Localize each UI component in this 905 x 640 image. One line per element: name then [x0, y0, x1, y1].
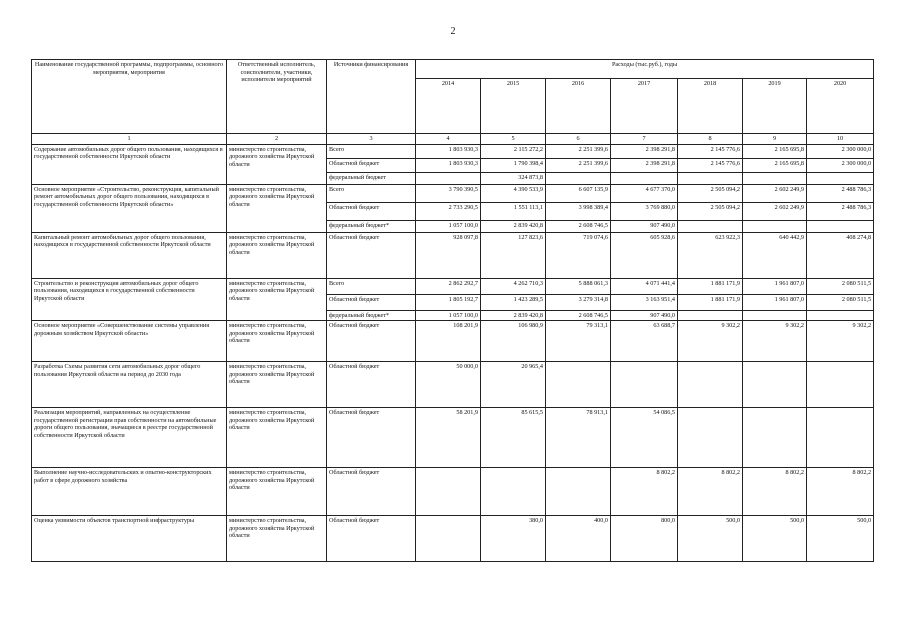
- executor-cell: министерство строительства, дорожного хозяйства Иркутской области: [227, 278, 327, 321]
- funding-source-cell: Областной бюджет: [327, 362, 416, 408]
- expense-value-cell: [416, 172, 481, 184]
- table-body: [32, 144, 874, 562]
- expense-value-cell: [678, 172, 743, 184]
- header-year: 2016: [546, 79, 611, 134]
- table-row: [32, 232, 874, 278]
- expense-value-cell: 324 873,8: [481, 172, 546, 184]
- expense-value-cell: 50 000,0: [416, 362, 481, 408]
- program-name-cell: Оценка уязвимости объектов транспортной инфраструктуры: [32, 516, 227, 562]
- funding-source-cell: Областной бюджет: [327, 408, 416, 468]
- expense-value-cell: 5 888 061,3: [546, 278, 611, 294]
- budget-table: [31, 59, 874, 562]
- executor-cell: министерство строительства, дорожного хозяйства Иркутской области: [227, 144, 327, 184]
- expense-value-cell: 2 608 746,5: [546, 220, 611, 232]
- expense-value-cell: 1 881 171,9: [678, 278, 743, 294]
- expense-value-cell: 4 677 370,0: [611, 184, 678, 202]
- table-row: [32, 278, 874, 294]
- expense-value-cell: 8 802,2: [743, 468, 807, 516]
- expense-value-cell: 400,0: [546, 516, 611, 562]
- column-number: 8: [678, 134, 743, 145]
- program-name-cell: Реализация мероприятий, направленных на осуществление государственной регистрации прав собственности на автомобильные дороги общего пользования, значащиеся в реестре государственной собственности Иркутской области: [32, 408, 227, 468]
- expense-value-cell: 500,0: [743, 516, 807, 562]
- funding-source-cell: федеральный бюджет: [327, 172, 416, 184]
- header-source: Источники финансирования: [327, 60, 416, 134]
- expense-value-cell: 1 803 930,3: [416, 158, 481, 172]
- column-number: 7: [611, 134, 678, 145]
- column-number-row: [32, 134, 874, 145]
- expense-value-cell: 2 145 776,6: [678, 144, 743, 158]
- expense-value-cell: 800,0: [611, 516, 678, 562]
- expense-value-cell: 58 201,9: [416, 408, 481, 468]
- executor-cell: министерство строительства, дорожного хозяйства Иркутской области: [227, 408, 327, 468]
- expense-value-cell: [743, 220, 807, 232]
- expense-value-cell: 3 998 389,4: [546, 202, 611, 220]
- expense-value-cell: [807, 408, 874, 468]
- page-number: 2: [450, 26, 456, 37]
- expense-value-cell: 2 251 399,6: [546, 144, 611, 158]
- program-name-cell: Выполнение научно-исследовательских и опытно-конструкторских работ в сфере дорожного хозяйства: [32, 468, 227, 516]
- expense-value-cell: 1 961 807,0: [743, 294, 807, 310]
- expense-value-cell: 907 490,0: [611, 220, 678, 232]
- expense-value-cell: 380,0: [481, 516, 546, 562]
- expense-value-cell: 623 922,3: [678, 232, 743, 278]
- expense-value-cell: 2 862 292,7: [416, 278, 481, 294]
- expense-value-cell: 2 145 776,6: [678, 158, 743, 172]
- expense-value-cell: 4 390 533,9: [481, 184, 546, 202]
- expense-value-cell: [743, 172, 807, 184]
- expense-value-cell: [743, 310, 807, 321]
- funding-source-cell: Всего: [327, 144, 416, 158]
- funding-source-cell: Областной бюджет: [327, 468, 416, 516]
- column-number: 6: [546, 134, 611, 145]
- header-year: 2014: [416, 79, 481, 134]
- expense-value-cell: 54 086,5: [611, 408, 678, 468]
- expense-value-cell: 907 490,0: [611, 310, 678, 321]
- column-number: 1: [32, 134, 227, 145]
- expense-value-cell: 2 505 094,2: [678, 202, 743, 220]
- expense-value-cell: 79 313,1: [546, 321, 611, 362]
- expense-value-cell: [416, 468, 481, 516]
- expense-value-cell: 1 057 100,0: [416, 310, 481, 321]
- expense-value-cell: [611, 362, 678, 408]
- expense-value-cell: 8 802,2: [807, 468, 874, 516]
- expense-value-cell: 2 080 511,5: [807, 294, 874, 310]
- expense-value-cell: 605 928,6: [611, 232, 678, 278]
- expense-value-cell: [743, 408, 807, 468]
- table-row: [32, 468, 874, 516]
- expense-value-cell: [546, 172, 611, 184]
- table-row: [32, 516, 874, 562]
- executor-cell: министерство строительства, дорожного хозяйства Иркутской области: [227, 516, 327, 562]
- expense-value-cell: 2 398 291,8: [611, 144, 678, 158]
- expense-value-cell: 2 300 000,0: [807, 144, 874, 158]
- program-name-cell: Капитальный ремонт автомобильных дорог общего пользования, находящихся в государственной собственности Иркутской области: [32, 232, 227, 278]
- expense-value-cell: [807, 310, 874, 321]
- expense-value-cell: 408 274,8: [807, 232, 874, 278]
- expense-value-cell: [416, 516, 481, 562]
- header-year: 2017: [611, 79, 678, 134]
- expense-value-cell: 2 488 786,3: [807, 184, 874, 202]
- table-row: [32, 144, 874, 158]
- column-number: 10: [807, 134, 874, 145]
- expense-value-cell: 1 551 113,1: [481, 202, 546, 220]
- expense-value-cell: 2 165 695,8: [743, 158, 807, 172]
- column-number: 5: [481, 134, 546, 145]
- funding-source-cell: федеральный бюджет*: [327, 310, 416, 321]
- expense-value-cell: 2 398 291,8: [611, 158, 678, 172]
- expense-value-cell: 1 961 807,0: [743, 278, 807, 294]
- expense-value-cell: 127 823,6: [481, 232, 546, 278]
- funding-source-cell: Областной бюджет: [327, 232, 416, 278]
- expense-value-cell: 2 602 249,9: [743, 202, 807, 220]
- column-number: 3: [327, 134, 416, 145]
- program-name-cell: Основное мероприятие «Строительство, реконструкция, капитальный ремонт автомобильных дорог общего пользования, находящихся в государственной собственности Иркутской области»: [32, 184, 227, 232]
- expense-value-cell: 2 300 000,0: [807, 158, 874, 172]
- program-name-cell: Основное мероприятие «Совершенствование системы управления дорожным хозяйством Иркутской области»: [32, 321, 227, 362]
- table-row: [32, 362, 874, 408]
- expense-value-cell: 108 201,9: [416, 321, 481, 362]
- expense-value-cell: [546, 468, 611, 516]
- expense-value-cell: 1 805 192,7: [416, 294, 481, 310]
- funding-source-cell: Областной бюджет: [327, 294, 416, 310]
- executor-cell: министерство строительства, дорожного хозяйства Иркутской области: [227, 362, 327, 408]
- program-name-cell: Строительство и реконструкция автомобильных дорог общего пользования, находящихся в государственной собственности Иркутской области: [32, 278, 227, 321]
- table-row: [32, 184, 874, 202]
- expense-value-cell: 2 165 695,8: [743, 144, 807, 158]
- expense-value-cell: 1 803 930,3: [416, 144, 481, 158]
- expense-value-cell: 719 074,6: [546, 232, 611, 278]
- expense-value-cell: 2 839 420,8: [481, 220, 546, 232]
- expense-value-cell: 2 839 420,8: [481, 310, 546, 321]
- expense-value-cell: [807, 362, 874, 408]
- expense-value-cell: 3 790 390,5: [416, 184, 481, 202]
- header-program: Наименование государственной программы, подпрограммы, основного мероприятия, мероприятия: [32, 60, 227, 134]
- expense-value-cell: 78 913,1: [546, 408, 611, 468]
- expense-value-cell: 1 881 171,9: [678, 294, 743, 310]
- expense-value-cell: 2 602 249,9: [743, 184, 807, 202]
- column-number: 4: [416, 134, 481, 145]
- expense-value-cell: [546, 362, 611, 408]
- funding-source-cell: Областной бюджет: [327, 516, 416, 562]
- executor-cell: министерство строительства, дорожного хозяйства Иркутской области: [227, 468, 327, 516]
- executor-cell: министерство строительства, дорожного хозяйства Иркутской области: [227, 184, 327, 232]
- executor-cell: министерство строительства, дорожного хозяйства Иркутской области: [227, 321, 327, 362]
- executor-cell: министерство строительства, дорожного хозяйства Иркутской области: [227, 232, 327, 278]
- column-number: 9: [743, 134, 807, 145]
- expense-value-cell: 2 115 272,2: [481, 144, 546, 158]
- funding-source-cell: федеральный бюджет*: [327, 220, 416, 232]
- expense-value-cell: 500,0: [807, 516, 874, 562]
- expense-value-cell: 500,0: [678, 516, 743, 562]
- expense-value-cell: [611, 172, 678, 184]
- expense-value-cell: 1 057 100,0: [416, 220, 481, 232]
- expense-value-cell: 4 262 710,3: [481, 278, 546, 294]
- expense-value-cell: 2 488 786,3: [807, 202, 874, 220]
- expense-value-cell: 9 302,2: [743, 321, 807, 362]
- expense-value-cell: [678, 362, 743, 408]
- expense-value-cell: 2 251 399,6: [546, 158, 611, 172]
- funding-source-cell: Всего: [327, 278, 416, 294]
- header-executor: Ответственный исполнитель, соисполнители, участники, исполнители мероприятий: [227, 60, 327, 134]
- expense-value-cell: 1 790 398,4: [481, 158, 546, 172]
- header-year: 2015: [481, 79, 546, 134]
- expense-value-cell: 4 071 441,4: [611, 278, 678, 294]
- table-row: [32, 408, 874, 468]
- expense-value-cell: 9 302,2: [678, 321, 743, 362]
- expense-value-cell: [481, 468, 546, 516]
- header-year: 2018: [678, 79, 743, 134]
- header-expenses: Расходы (тыс.руб.), годы: [416, 60, 874, 79]
- expense-value-cell: [678, 310, 743, 321]
- expense-value-cell: 1 423 289,5: [481, 294, 546, 310]
- table-row: [32, 321, 874, 362]
- program-name-cell: Разработка Схемы развития сети автомобильных дорог общего пользования Иркутской области на период до 2030 года: [32, 362, 227, 408]
- column-number: 2: [227, 134, 327, 145]
- expense-value-cell: 2 505 094,2: [678, 184, 743, 202]
- header-year: 2020: [807, 79, 874, 134]
- expense-value-cell: 8 802,2: [611, 468, 678, 516]
- expense-value-cell: [743, 362, 807, 408]
- expense-value-cell: 640 442,9: [743, 232, 807, 278]
- expense-value-cell: 2 608 746,5: [546, 310, 611, 321]
- expense-value-cell: 928 097,8: [416, 232, 481, 278]
- funding-source-cell: Областной бюджет: [327, 321, 416, 362]
- expense-value-cell: 3 769 880,0: [611, 202, 678, 220]
- expense-value-cell: 63 688,7: [611, 321, 678, 362]
- expense-value-cell: 8 802,2: [678, 468, 743, 516]
- program-name-cell: Содержание автомобильных дорог общего пользования, находящихся в государственной собственности Иркутской области: [32, 144, 227, 184]
- funding-source-cell: Областной бюджет: [327, 158, 416, 172]
- expense-value-cell: 106 980,9: [481, 321, 546, 362]
- funding-source-cell: Областной бюджет: [327, 202, 416, 220]
- expense-value-cell: 3 163 951,4: [611, 294, 678, 310]
- expense-value-cell: 85 615,5: [481, 408, 546, 468]
- expense-value-cell: 9 302,2: [807, 321, 874, 362]
- expense-value-cell: [678, 220, 743, 232]
- expense-value-cell: [807, 220, 874, 232]
- funding-source-cell: Всего: [327, 184, 416, 202]
- expense-value-cell: 2 080 511,5: [807, 278, 874, 294]
- expense-value-cell: [678, 408, 743, 468]
- expense-value-cell: 2 733 290,5: [416, 202, 481, 220]
- expense-value-cell: 3 279 314,8: [546, 294, 611, 310]
- expense-value-cell: 6 607 135,9: [546, 184, 611, 202]
- expense-value-cell: 20 965,4: [481, 362, 546, 408]
- expense-value-cell: [807, 172, 874, 184]
- header-year: 2019: [743, 79, 807, 134]
